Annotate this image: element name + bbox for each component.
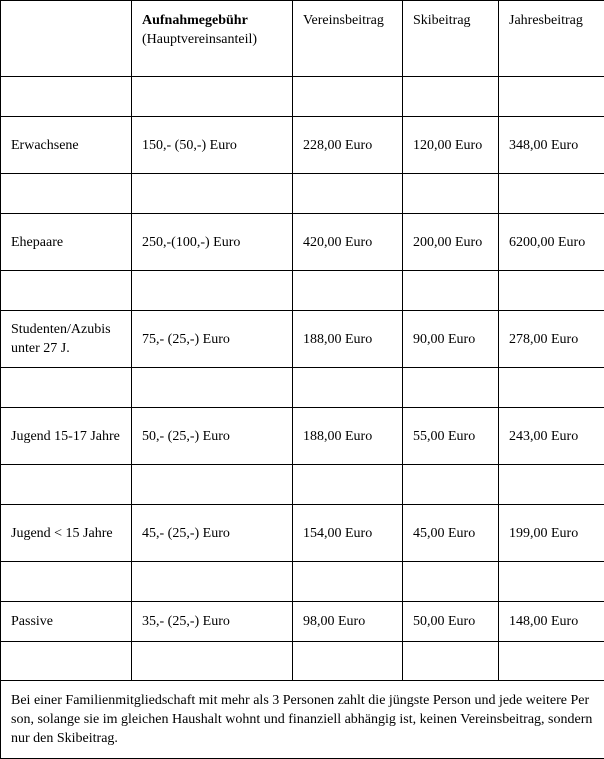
spacer-row bbox=[1, 174, 604, 214]
row-club-fee: 420,00 Euro bbox=[293, 214, 403, 271]
row-ski-fee: 200,00 Euro bbox=[403, 214, 499, 271]
spacer-row bbox=[1, 465, 604, 505]
table-row bbox=[1, 214, 604, 271]
header-admission-fee bbox=[132, 1, 293, 77]
row-annual-fee: 278,00 Euro bbox=[499, 311, 604, 368]
row-category: Erwachsene bbox=[1, 117, 132, 174]
row-annual-fee: 348,00 Euro bbox=[499, 117, 604, 174]
row-club-fee: 228,00 Euro bbox=[293, 117, 403, 174]
row-ski-fee: 45,00 Euro bbox=[403, 505, 499, 562]
row-category: Ehepaare bbox=[1, 214, 132, 271]
table-row bbox=[1, 311, 604, 368]
row-admission-fee: 35,- (25,-) Euro bbox=[132, 602, 293, 642]
table-row bbox=[1, 408, 604, 465]
table-header-row bbox=[1, 1, 604, 77]
table-row bbox=[1, 602, 604, 642]
spacer-row bbox=[1, 562, 604, 602]
row-category: Jugend < 15 Jahre bbox=[1, 505, 132, 562]
row-admission-fee: 150,- (50,-) Euro bbox=[132, 117, 293, 174]
header-admission-fee-subtitle: (Hauptvereinsanteil) bbox=[142, 30, 282, 49]
spacer-row bbox=[1, 271, 604, 311]
row-ski-fee: 120,00 Euro bbox=[403, 117, 499, 174]
row-admission-fee: 50,- (25,-) Euro bbox=[132, 408, 293, 465]
spacer-row bbox=[1, 77, 604, 117]
spacer-row bbox=[1, 642, 604, 681]
row-annual-fee: 243,00 Euro bbox=[499, 408, 604, 465]
header-annual-fee: Jahresbeitrag bbox=[499, 1, 604, 77]
row-club-fee: 188,00 Euro bbox=[293, 408, 403, 465]
row-category: Studenten/Azubis unter 27 J. bbox=[1, 311, 132, 368]
row-admission-fee: 45,- (25,-) Euro bbox=[132, 505, 293, 562]
spacer-row bbox=[1, 368, 604, 408]
header-club-fee: Vereinsbeitrag bbox=[293, 1, 403, 77]
row-annual-fee: 6200,00 Euro bbox=[499, 214, 604, 271]
row-category: Passive bbox=[1, 602, 132, 642]
table-row bbox=[1, 505, 604, 562]
row-ski-fee: 90,00 Euro bbox=[403, 311, 499, 368]
row-admission-fee: 250,-(100,-) Euro bbox=[132, 214, 293, 271]
row-ski-fee: 55,00 Euro bbox=[403, 408, 499, 465]
row-club-fee: 154,00 Euro bbox=[293, 505, 403, 562]
header-empty-cell bbox=[1, 1, 132, 77]
header-admission-fee-title: Aufnahmegebühr bbox=[142, 11, 282, 30]
row-category: Jugend 15-17 Jahre bbox=[1, 408, 132, 465]
header-ski-fee: Skibeitrag bbox=[403, 1, 499, 77]
row-admission-fee: 75,- (25,-) Euro bbox=[132, 311, 293, 368]
row-annual-fee: 199,00 Euro bbox=[499, 505, 604, 562]
table-row bbox=[1, 117, 604, 174]
family-membership-note: Bei einer Familienmitgliedschaft mit mehr als 3 Personen zahlt die jüngste Person und jede weitere Person, solange sie im gleichen Haushalt wohnt und finanziell abhängig ist, keinen Vereinsbeitrag, sondern nur den Skibeitrag. bbox=[1, 681, 604, 759]
row-club-fee: 98,00 Euro bbox=[293, 602, 403, 642]
row-annual-fee: 148,00 Euro bbox=[499, 602, 604, 642]
row-club-fee: 188,00 Euro bbox=[293, 311, 403, 368]
note-row bbox=[1, 681, 604, 759]
row-ski-fee: 50,00 Euro bbox=[403, 602, 499, 642]
